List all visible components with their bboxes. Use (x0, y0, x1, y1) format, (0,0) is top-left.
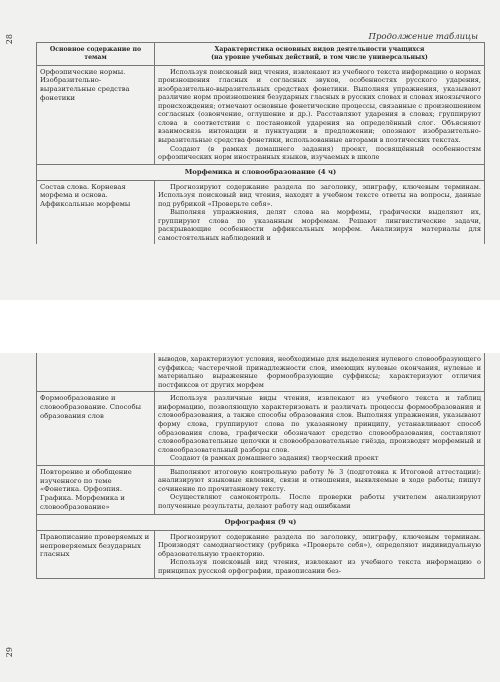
table-row (37, 353, 485, 392)
activity-paragraph: Используя поисковый вид чтения, извлекают из учебного текста информацию о нормах произношения гласных и согласных звуков, особенностях русского ударения, изобразительно-выразительных средствах фонетики. Выполняя упражнения, указывают различие норм произношения безударных гласных в русских словах и словах иноязычного происхождения; отмечают основные фонетические процессы, связанные с произношением согласных (озвончение, оглушение и др.). Расставляют ударения в словах; группируют слова в соответствии с постановкой ударения на определённый слог. Объясняют взаимосвязь интонации и пунктуации в предложении; опознают изобразительно-выразительные средства фонетики, использованные авторами в поэтических текстах. (158, 67, 481, 144)
activity-cell (155, 392, 485, 466)
activity-table (36, 42, 485, 244)
table-row (37, 392, 485, 466)
topic-cell: Правописание проверяемых и непроверяемых безударных гласных (37, 530, 155, 578)
activity-table (36, 353, 485, 579)
activity-paragraph: Прогнозируют содержание раздела по заголовку, эпиграфу, ключевым терминам. Производят самодиагностику (рубрика «Проверьте себя»), определяют индивидуальную образовательную траекторию. (158, 532, 481, 558)
activity-cell (155, 530, 485, 578)
activity-cell (155, 353, 485, 392)
table-header-row (37, 43, 485, 66)
header-activities-line1: Характеристика основных видов деятельности учащихся (214, 46, 425, 53)
activity-paragraph: Выполняют итоговую контрольную работу № 3 (подготовка к Итоговой аттестации): анализируют языковые явления, связи и отношения, выявляемые в ходе работы; пишут сочинение по прочитанному тексту. (158, 467, 481, 493)
table-row (37, 530, 485, 578)
topic-cell-empty (37, 353, 155, 392)
page-number: 28 (5, 34, 14, 45)
page-28 (0, 0, 500, 300)
topic-cell: Повторение и обобщение изученного по теме «Фонетика. Орфоэпия. Графика. Морфемика и словообразование» (37, 465, 155, 514)
section-title: Морфемика и словообразование (4 ч) (37, 164, 485, 180)
table-continuation-label: Продолжение таблицы (368, 32, 478, 42)
topic-cell: Орфоэпические нормы. Изобразительно-выразительные средства фонетики (37, 65, 155, 164)
topic-cell: Состав слова. Корневая морфема и основа. Аффиксальные морфемы (37, 180, 155, 244)
section-row (37, 164, 485, 180)
activity-paragraph: Создают (в рамках домашнего задания) творческий проект (170, 454, 379, 463)
table-row (37, 180, 485, 244)
section-title: Орфография (9 ч) (37, 514, 485, 530)
header-activities-line2: (на уровне учебных действий, в том числе универсальных) (211, 53, 428, 61)
activity-paragraph: Создают (в рамках домашнего задания) проект, посвящённый особенностям орфоэпических норм иностранных языков, изучаемых в школе (158, 144, 481, 162)
section-row (37, 514, 485, 530)
activity-paragraph: Прогнозируют содержание раздела по заголовку, эпиграфу, ключевым терминам. Используя поисковый вид чтения, находят в учебном тексте ответы на вопросы, данные под рубрикой «Проверьте себя». (158, 182, 481, 208)
activity-paragraph: выводов, характеризуют условия, необходимые для выделения нулевого словообразующего суффикса; частеречной принадлежности слов, имеющих нулевые окончания, нулевые и материально выраженные формообразующие суффиксы; характеризуют отличия постфиксов от других морфем (158, 355, 481, 389)
activity-cell (155, 465, 485, 514)
topic-cell: Формообразование и словообразование. Способы образования слов (37, 392, 155, 466)
activity-paragraph: Используя различные виды чтения, извлекают из учебного текста и таблиц информацию, позволяющую характеризовать и различать процессы формообразования и словообразования, а также способы образования слов. Выполняя упражнения, указывают форму слова, группируют слова по указанному принципу, устанавливают способ образования слова, графически обозначают средство словообразования, составляют словообразовательные цепочки и словообразовательные гнёзда, производят морфемный и словообразовательный разборы слов. (158, 394, 481, 454)
header-activities (155, 43, 485, 66)
activity-cell (155, 180, 485, 244)
activity-paragraph: Осуществляют самоконтроль. После проверки работы учителем анализируют полученные результаты, делают работу над ошибками (158, 493, 481, 510)
page-number: 29 (5, 647, 14, 658)
activity-paragraph: Используя поисковый вид чтения, извлекают из учебного текста информацию о принципах русской орфографии, правописании без- (158, 558, 481, 575)
activity-cell (155, 65, 485, 164)
activity-paragraph: Выполняя упражнения, делят слова на морфемы, графически выделяют их, группируют слова по указанным морфемам. Решают лингвистические задачи, раскрывающие особенности аффиксальных морфем. Анализируя материалы для самостоятельных наблюдений и (158, 208, 481, 242)
page-29 (0, 353, 500, 682)
table-row (37, 465, 485, 514)
header-topics: Основное содержание по темам (37, 43, 155, 66)
page-gap (0, 300, 500, 353)
table-row (37, 65, 485, 164)
